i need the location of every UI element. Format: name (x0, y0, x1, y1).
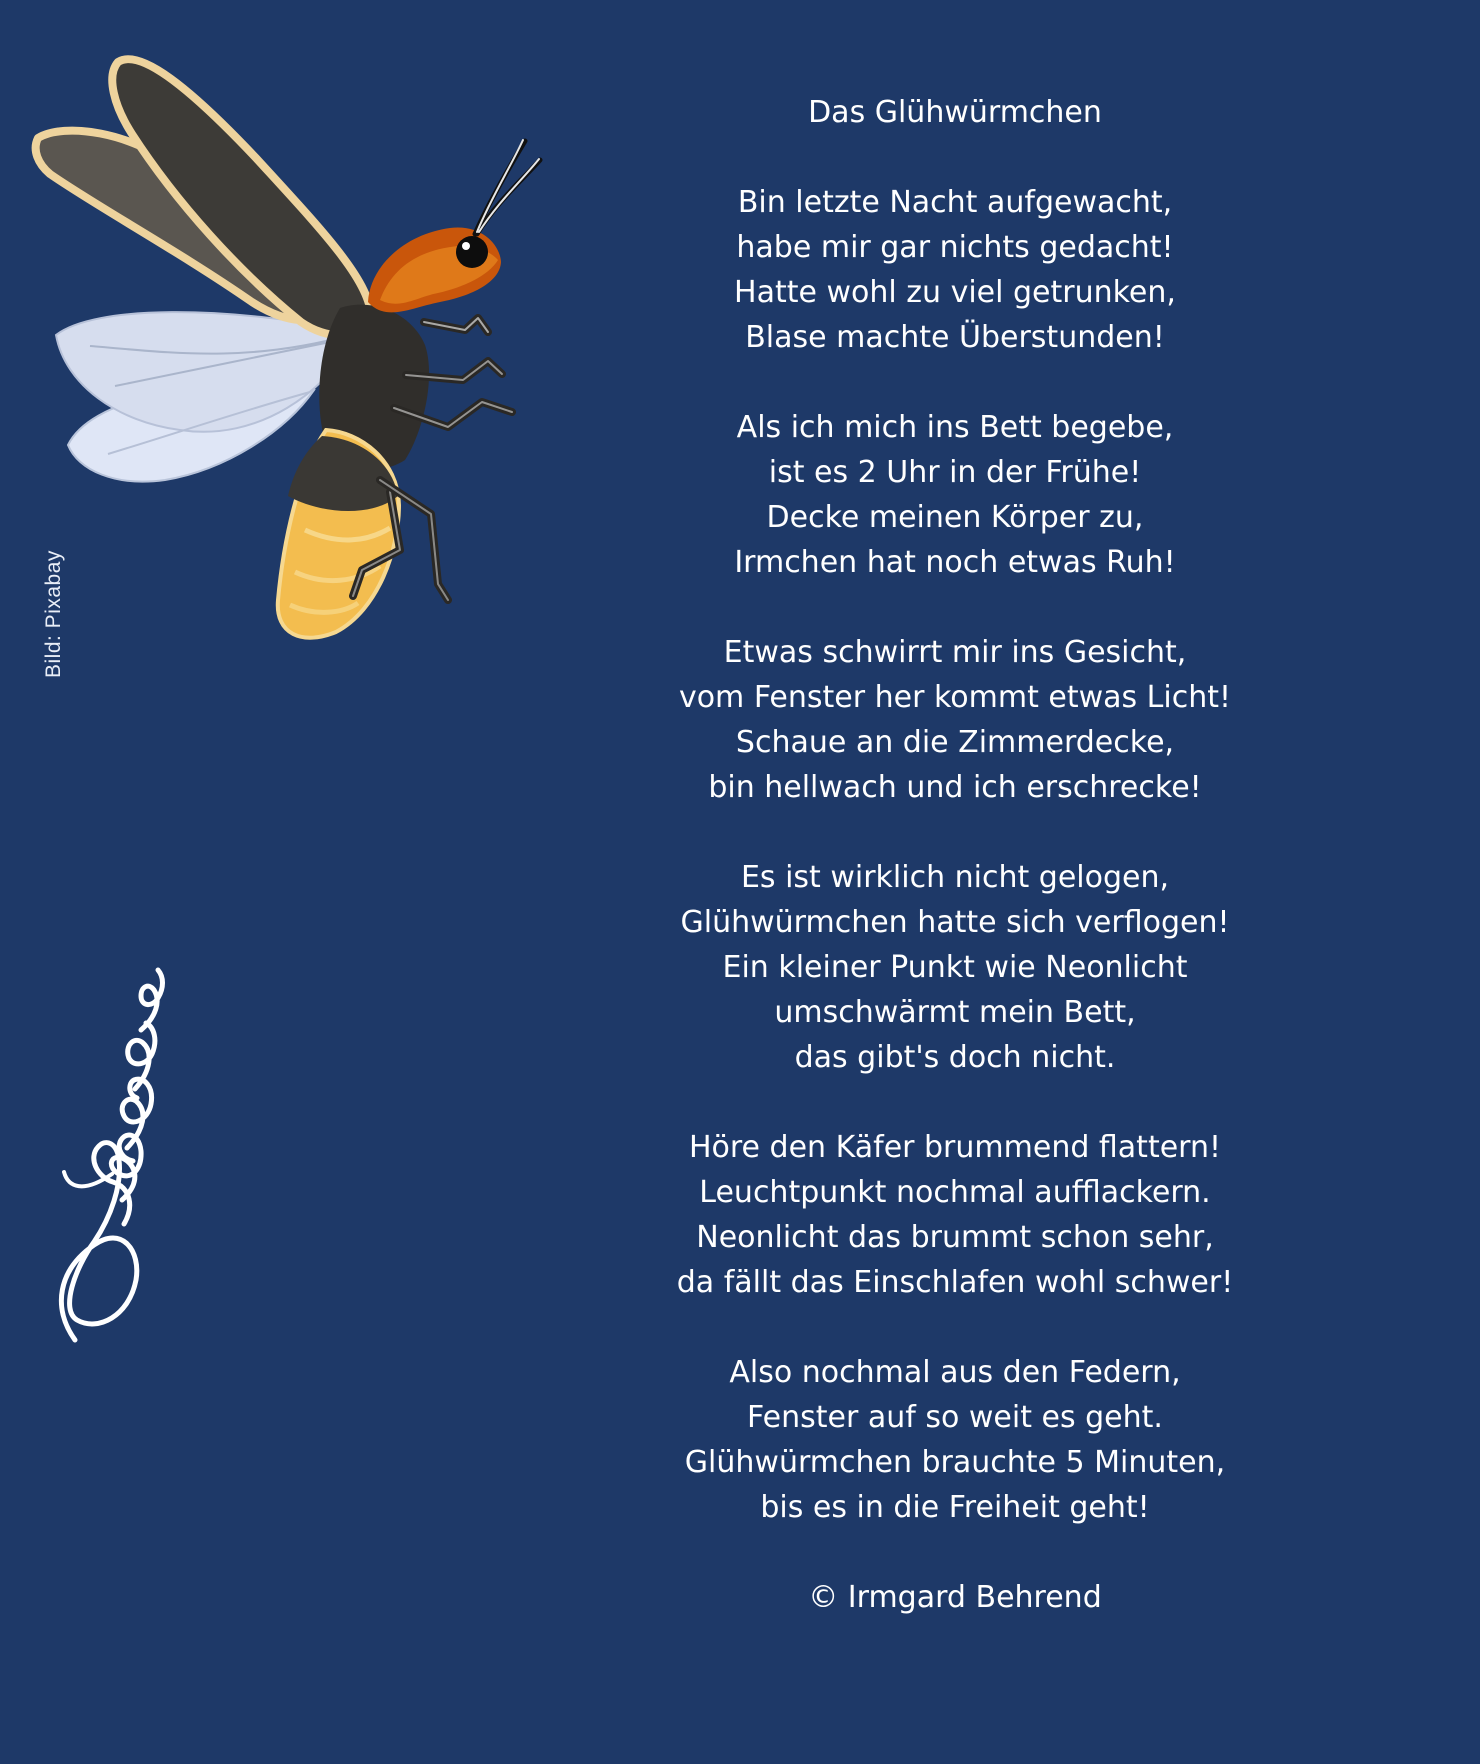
poem-line: Glühwürmchen brauchte 5 Minuten, (684, 1445, 1226, 1480)
poem-line: Blase machte Überstunden! (745, 320, 1165, 355)
poem-line: Bin letzte Nacht aufgewacht, (737, 185, 1173, 220)
poem-line: Irmchen hat noch etwas Ruh! (734, 545, 1176, 580)
poem-line: umschwärmt mein Bett, (774, 995, 1136, 1030)
poem-line: Decke meinen Körper zu, (766, 500, 1144, 535)
poem-line: Schaue an die Zimmerdecke, (735, 725, 1175, 760)
poem-line: da fällt das Einschlafen wohl schwer! (676, 1265, 1234, 1300)
poem-line: Höre den Käfer brummend flattern! (688, 1130, 1222, 1165)
poem-line: Ein kleiner Punkt wie Neonlicht (722, 950, 1188, 985)
poem-line: habe mir gar nichts gedacht! (736, 230, 1174, 265)
poem-line: Hatte wohl zu viel getrunken, (734, 275, 1176, 310)
poem-line: Also nochmal aus den Federn, (729, 1355, 1181, 1390)
image-credit: Bild: Pixabay (42, 550, 65, 678)
poem-line: bin hellwach und ich erschrecke! (708, 770, 1202, 805)
poem-line: Es ist wirklich nicht gelogen, (740, 860, 1170, 895)
firefly-icon (20, 40, 560, 660)
poem-line: bis es in die Freiheit geht! (760, 1490, 1150, 1525)
firefly-eye-icon (456, 236, 488, 268)
poem-line: das gibt's doch nicht. (794, 1040, 1116, 1075)
poem-line: Leuchtpunkt nochmal aufflackern. (699, 1175, 1211, 1210)
poem-line: vom Fenster her kommt etwas Licht! (678, 680, 1232, 715)
poem-line: Neonlicht das brummt schon sehr, (696, 1220, 1214, 1255)
poem-stanza-5 (620, 1125, 1290, 1305)
poem-stanza-1 (620, 180, 1290, 360)
poem-line: Fenster auf so weit es geht. (747, 1400, 1163, 1435)
poem-stanza-3 (620, 630, 1290, 810)
poem-title: Das Glühwürmchen (808, 95, 1102, 130)
handwritten-signature-logo (40, 950, 180, 1350)
poem-line: Etwas schwirrt mir ins Gesicht, (723, 635, 1187, 670)
poem-stanza-4 (620, 855, 1290, 1080)
poem-line: Glühwürmchen hatte sich verflogen! (680, 905, 1230, 940)
poem-text (620, 90, 1290, 1620)
poem-stanza-6 (620, 1350, 1290, 1530)
poem-author: © Irmgard Behrend (808, 1580, 1102, 1615)
poem-line: ist es 2 Uhr in der Frühe! (768, 455, 1142, 490)
poem-line: Als ich mich ins Bett begebe, (736, 410, 1174, 445)
poem-stanza-2 (620, 405, 1290, 585)
